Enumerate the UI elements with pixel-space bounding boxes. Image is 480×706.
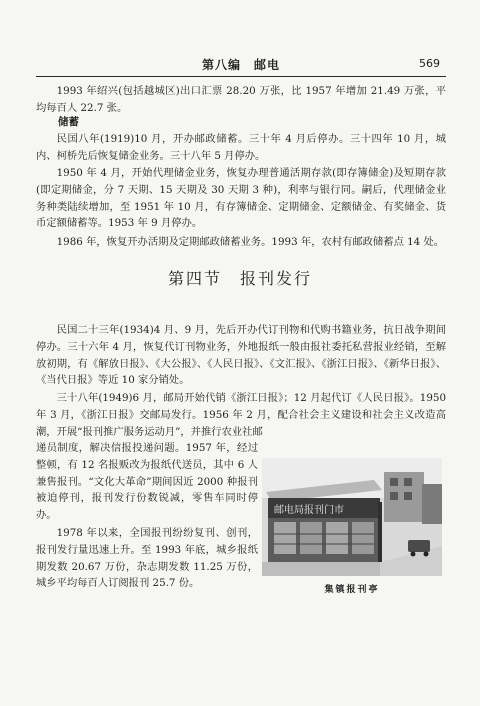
- savings-heading: 储蓄: [58, 116, 79, 128]
- paragraph-distribution-2-continued: 递员制度，解决信报投递问题。1957 年，经过整顿，有 12 名报贩改为报纸代送员，其中 6 人兼售报刊。“文化大革命”期间因近 2000 种报刊被迫停刊，报刊发行份数锐减，零售车同时停办。: [36, 442, 258, 522]
- section-title: 第四节 报刊发行: [167, 269, 312, 288]
- newsstand-sign-text: 邮电局报刊门市: [274, 505, 344, 516]
- photo-caption: 集镇报刊亭: [324, 585, 380, 595]
- paragraph-savings-history-3: 1986 年，恢复开办活期及定期邮政储蓄业务。1993 年，农村有邮政储蓄点 14 处。: [56, 236, 445, 248]
- paragraph-distribution-1: 民国二十三年(1934)4 月、9 月，先后开办代订刊物和代购书籍业务，抗日战争期间停办。三十六年 4 月，恢复代订刊物业务，外地报纸一般由报社委托私营报业经销，至解放初期，有《解放日报》、《大公报》、《人民日报》、《文汇报》、《浙江日报》、《新华日报》、《当代日报》等近 10 家分销处。: [36, 324, 446, 387]
- paragraph-savings-history-2: 1950 年 4 月，开始代理储金业务，恢复办理普通活期存款(即存簿储金)及短期存款(即定期储金，分 7 天期、15 天期及 30 天期 3 种)，利率与银行同。嗣后，代理储金业务种类陆续增加，至 1951 年 10 月，有存簿储金、定期储金、定额储金、有奖储金、货币定额储蓄等。1953 年 9 月停办。: [36, 167, 446, 230]
- chapter-title: 第八编 邮电: [202, 58, 281, 72]
- paragraph-shaoxing-remittance: 1993 年绍兴(包括越城区)出口汇票 28.20 万张，比 1957 年增加 21.49 万张，平均每百人 22.7 张。: [36, 85, 446, 114]
- paragraph-savings-history-1: 民国八年(1919)10 月，开办邮政储蓄。三十年 4 月后停办。三十四年 10 月，城内、柯桥先后恢复储金业务。三十八年 5 月停办。: [36, 133, 446, 162]
- paragraph-distribution-3: 1978 年以来，全国报刊纷纷复刊、创刊，报刊发行量迅速上升。至 1993 年底，城乡报纸期发数 20.67 万份，杂志期发数 11.25 万份，城乡平均每百人订阅报刊 25.7 份。: [36, 527, 258, 590]
- paragraph-distribution-2: 三十八年(1949)6 月，邮局开始代销《浙江日报》；12 月起代订《人民日报》。1950 年 3 月，《浙江日报》交邮局发行。1956 年 2 月，配合社会主义建设和社会主义改造高潮，开展“报刊推广服务运动月”，并推行农业社邮: [36, 392, 446, 438]
- page-number: 569: [419, 57, 440, 70]
- newsstand-photo-illustration: [262, 458, 442, 576]
- page-header: [36, 54, 446, 77]
- newsstand-photo: [262, 458, 442, 576]
